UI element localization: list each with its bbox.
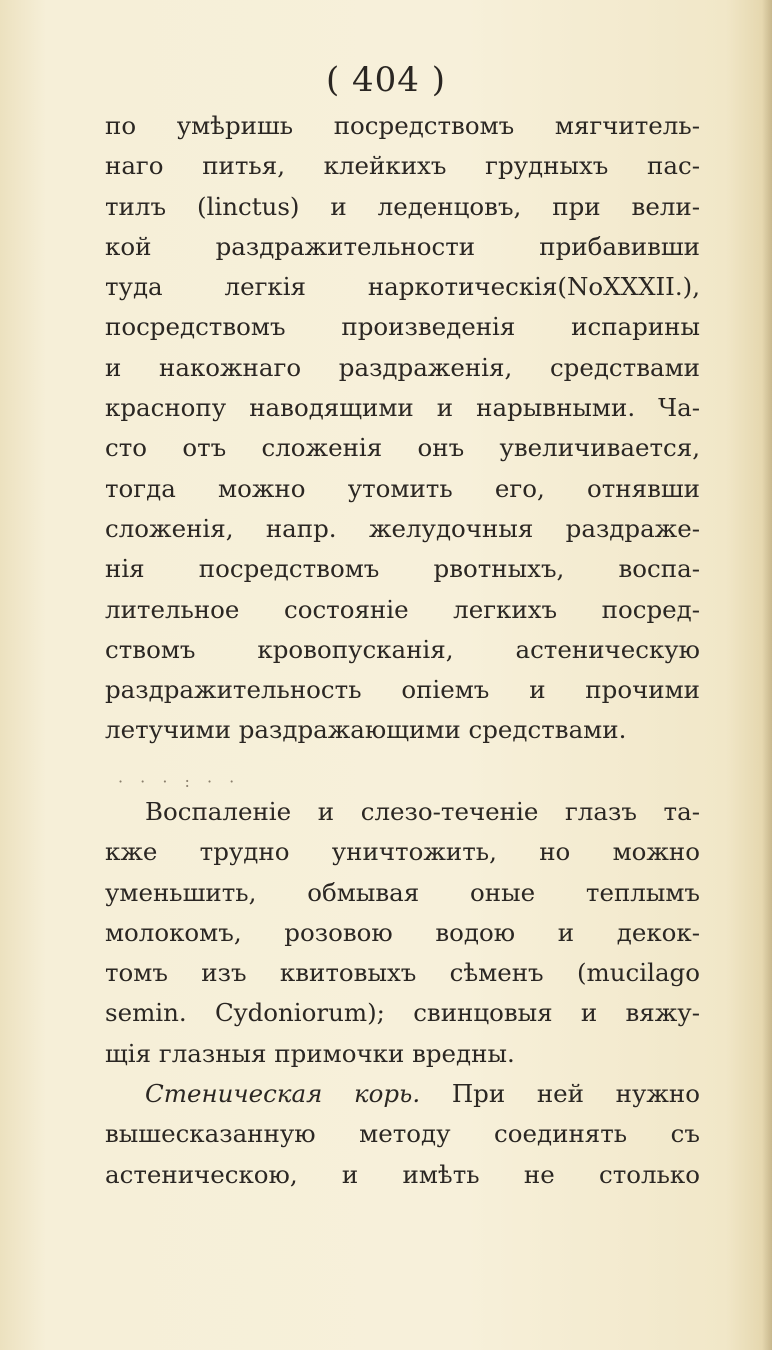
- text-line: вышесказанную методу соединять съ: [105, 1119, 700, 1149]
- text-line: Воспаленіе и слезо-теченіе глазъ та-: [145, 797, 700, 826]
- text-line: кой раздражительности прибавивши: [105, 231, 700, 261]
- text-fragment: При ней нужно: [451, 1079, 700, 1109]
- section-term: Стеническая корь.: [145, 1079, 421, 1109]
- text-line: наго питья, клейкихъ грудныхъ пас-: [105, 151, 700, 181]
- text-line: посредствомъ произведенія испарины: [105, 312, 700, 342]
- page-number: ( 404 ): [325, 60, 447, 100]
- paragraph-2: [105, 792, 700, 1195]
- text-line: тилъ (linctus) и леденцовъ, при вели-: [105, 191, 700, 221]
- text-line: сто отъ сложенія онъ увеличивается,: [105, 433, 700, 463]
- text-line: уменьшить, обмывая оные теплымъ: [105, 877, 700, 907]
- page-edge-shadow: [762, 0, 772, 1350]
- text-line: и накожнаго раздраженія, средствами: [105, 352, 700, 382]
- text-line: [105, 1074, 700, 1114]
- text-line: лительное состояніе легкихъ посред-: [105, 594, 700, 624]
- text-line: тогда можно утомить его, отнявши: [105, 473, 700, 503]
- text-line: молокомъ, розовою водою и декок-: [105, 917, 700, 947]
- text-line: летучими раздражающими средствами.: [105, 715, 627, 745]
- text-line: раздражительность опіемъ и прочими: [105, 675, 700, 705]
- text-line: ствомъ кровопусканія, астеническую: [105, 634, 700, 664]
- text-line: краснопу наводящими и нарывными. Ча-: [105, 393, 700, 423]
- text-line: сложенія, напр. желудочныя раздраже-: [105, 513, 700, 543]
- text-line: томъ изъ квитовыхъ сѣменъ (mucilago: [105, 958, 700, 988]
- text-line: кже трудно уничтожить, но можно: [105, 837, 700, 867]
- text-line: туда легкія наркотическія(NoXXXII.),: [105, 272, 700, 302]
- text-line: нія посредствомъ рвотныхъ, воспа-: [105, 554, 700, 584]
- text-line: semin. Cydoniorum); свинцовыя и вяжу-: [105, 998, 700, 1028]
- text-line: по умѣришь посредствомъ мягчитель-: [105, 111, 700, 140]
- text-line: щія глазныя примочки вредны.: [105, 1038, 515, 1068]
- section-separator: · · · : · ·: [118, 772, 241, 791]
- paragraph-1: [105, 106, 700, 751]
- text-line: астеническою, и имѣть не столько: [105, 1159, 700, 1189]
